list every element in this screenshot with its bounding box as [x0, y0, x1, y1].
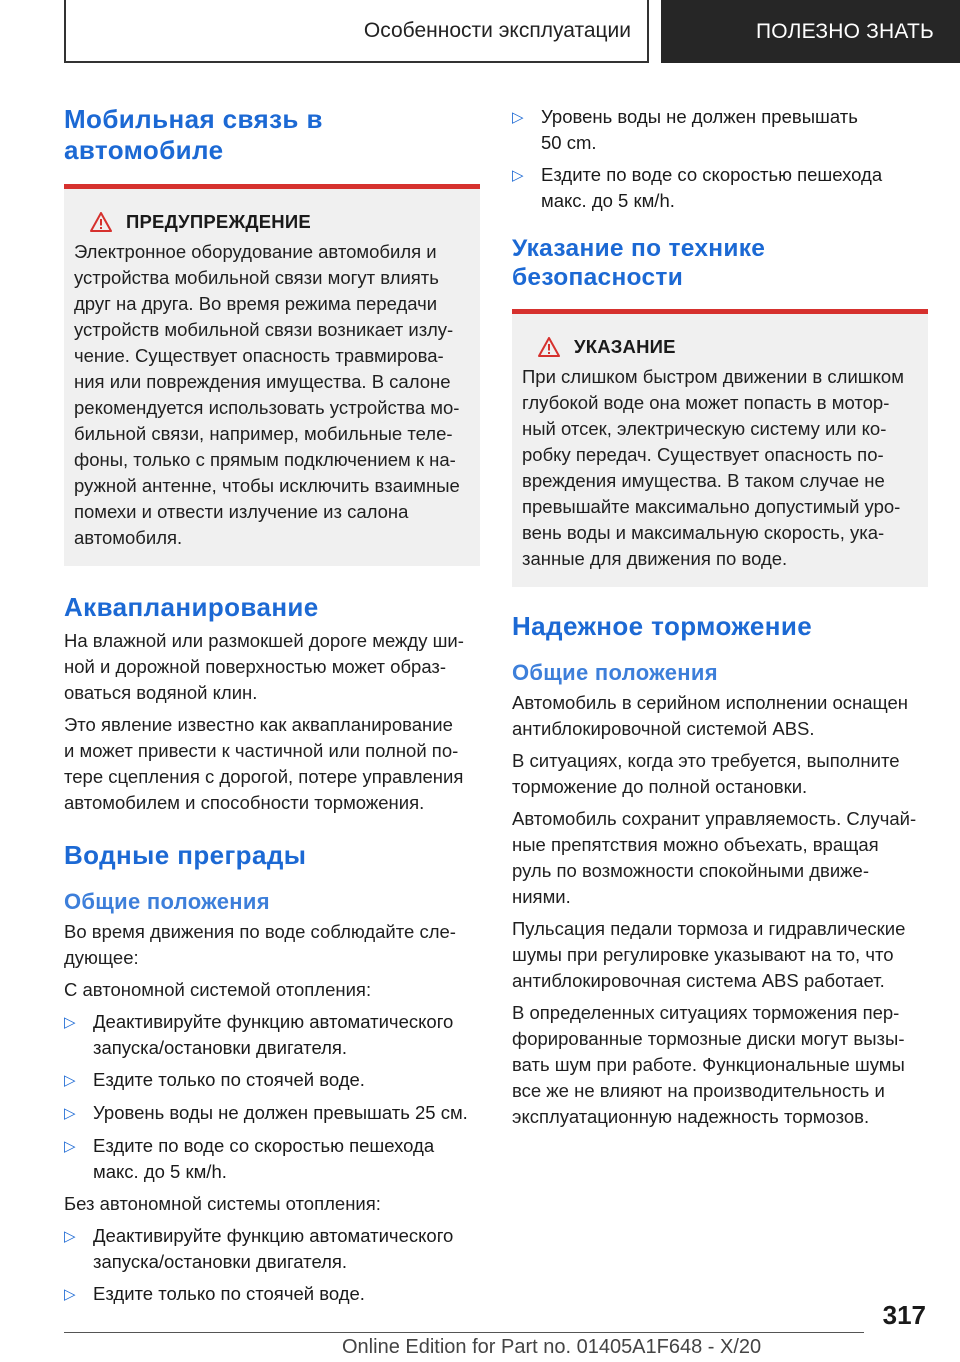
warning-text: Электронное оборудование автомобиля и устройства мобильной связи могут влиять друг на друга. Во время режима передачи устройств мобильной связи возникает излу- чение. Существует опасность травмирова- ния или повреждения имущества. В салоне рекомендуется использовать устройства мо- бильной связи, например, мобильные теле- фоны, только с прямым подключением к на- ружной антенне, чтобы исключить взаимные помехи и отвести излучение из салона автомобиля. — [74, 241, 460, 549]
list-item: ▷ Деактивируйте функцию автоматического запуска/остановки двигателя. — [64, 1009, 480, 1061]
heading-water-obstacles: Водные преграды — [64, 839, 307, 870]
list-item: ▷ Ездите по воде со скоростью пешехода макс. до 5 км/h. — [512, 162, 928, 214]
without-heater-label: Без автономной системы отопления: — [64, 1192, 381, 1214]
heading-general-left: Общие положения — [64, 888, 270, 914]
note-title-text: УКАЗАНИЕ — [574, 335, 676, 357]
heading-braking: Надежное торможение — [512, 610, 813, 641]
triangle-bullet-icon: ▷ — [512, 167, 524, 184]
list-item: ▷ Ездите по воде со скоростью пешехода макс. до 5 км/h. — [64, 1133, 480, 1185]
warning-box — [64, 184, 480, 566]
header-chapter — [661, 0, 960, 63]
water-paragraph-1: Во время движения по воде соблюдайте сле- дующее: — [64, 920, 456, 968]
list-item: ▷ Уровень воды не должен превышать 25 см. — [64, 1100, 480, 1127]
page-number: 317 — [882, 1300, 926, 1330]
brake-paragraph-2: В ситуациях, когда это требуется, выполните торможение до полной остановки. — [512, 749, 900, 797]
triangle-bullet-icon: ▷ — [64, 1071, 76, 1089]
list-item: ▷ Ездите только по стоячей воде. — [64, 1067, 480, 1094]
heading-safety: Указание по технике безопасности — [512, 235, 766, 292]
warning-triangle-icon — [90, 212, 112, 232]
triangle-bullet-icon: ▷ — [64, 1285, 76, 1303]
list-item: ▷ Ездите только по стоячей воде. — [64, 1281, 480, 1308]
right-column — [512, 96, 928, 1130]
heading-aquaplaning: Аквапланирование — [64, 592, 319, 623]
warning-triangle-icon — [538, 337, 560, 357]
bullets-continued — [512, 104, 928, 214]
header-chapter-title: ПОЛЕЗНО ЗНАТЬ — [756, 19, 934, 43]
note-text: При слишком быстром движении в слишком глубокой воде она может попасть в мотор- ный отсек, электрическую систему или ко- робку передач. Существует опасность по- вреждения имущества. В таком случае не превышайте максимально допустимый уро- вень воды и максимальную скорость, ука- занные для движения по воде. — [522, 365, 904, 569]
bullets-with-heater — [64, 1009, 480, 1185]
triangle-bullet-icon: ▷ — [64, 1137, 76, 1155]
footer-edition: Online Edition for Part no. 01405A1F648 - X/20 — [342, 1336, 762, 1358]
list-item: ▷ Уровень воды не должен превышать 50 cm. — [512, 104, 928, 156]
warning-title-text: ПРЕДУПРЕЖДЕНИЕ — [126, 211, 311, 233]
left-column — [64, 96, 480, 1308]
triangle-bullet-icon: ▷ — [512, 109, 524, 126]
header-section — [64, 0, 649, 63]
bullets-without-heater — [64, 1223, 480, 1308]
heading-general-right: Общие положения — [512, 659, 718, 685]
footer-divider — [64, 1332, 864, 1333]
heading-mobile: Мобильная связь в автомобиле — [64, 104, 323, 166]
brake-paragraph-1: Автомобиль в серийном исполнении оснащен антиблокировочной системой ABS. — [512, 691, 909, 739]
brake-paragraph-3: Автомобиль сохранит управляемость. Случай- ные препятствия можно объехать, вращая руль по возможности спокойными движе- ниями. — [512, 807, 917, 907]
header-section-title: Особенности эксплуатации — [363, 18, 631, 42]
brake-paragraph-5: В определенных ситуациях торможения пер- форированные тормозные диски могут вызы- вать шум при работе. Функциональные шумы все же не влияют на производительность и эксплуатационную надежность тормозов. — [512, 1001, 905, 1127]
brake-paragraph-4: Пульсация педали тормоза и гидравлические шумы при регулировке указывают на то, что антиблокировочная система ABS работает. — [512, 917, 906, 991]
triangle-bullet-icon: ▷ — [64, 1227, 76, 1245]
with-heater-label: С автономной системой отопления: — [64, 978, 372, 1000]
aqua-paragraph-2: Это явление известно как аквапланирование и может привести к частичной или полной по- тере сцепления с дорогой, потере управления автомобилем и способности торможения. — [64, 713, 464, 813]
triangle-bullet-icon: ▷ — [64, 1013, 76, 1031]
note-title — [522, 336, 918, 358]
aqua-paragraph-1: На влажной или размокшей дороге между ши- ной и дорожной поверхностью может образ- оваться водяной клин. — [64, 629, 464, 703]
list-item: ▷ Деактивируйте функцию автоматического запуска/остановки двигателя. — [64, 1223, 480, 1275]
note-box — [512, 309, 928, 587]
triangle-bullet-icon: ▷ — [64, 1104, 76, 1122]
warning-title — [74, 211, 470, 233]
